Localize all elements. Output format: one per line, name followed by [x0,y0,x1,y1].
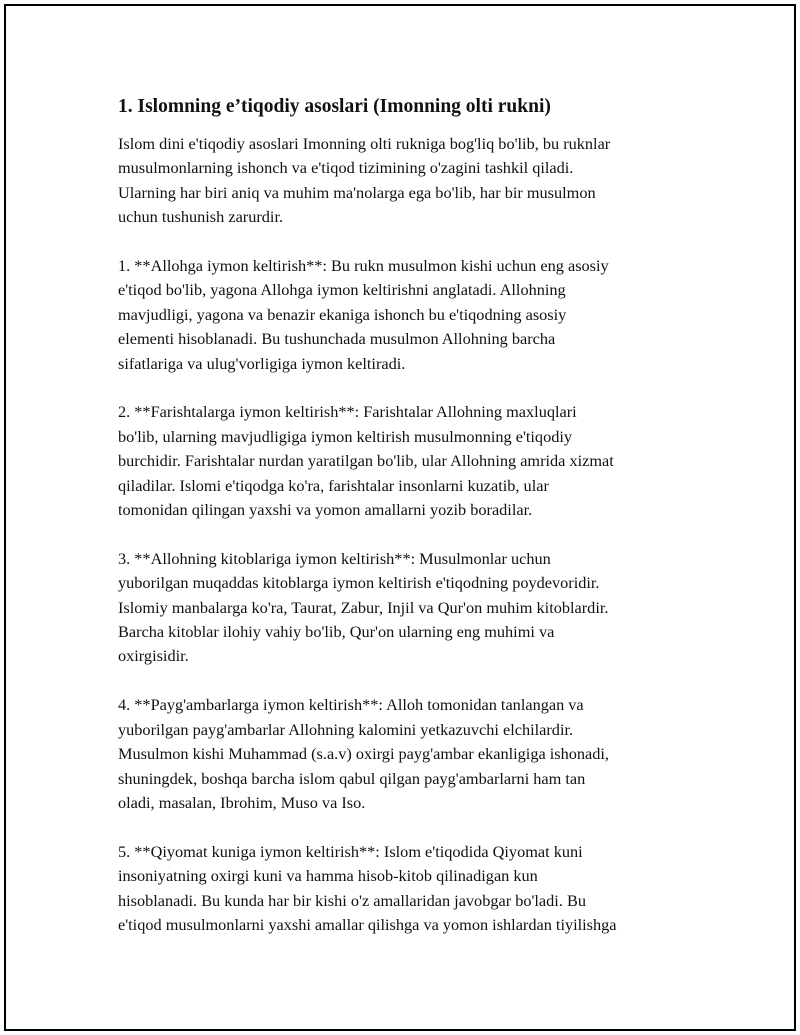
pillar-2-paragraph: 2. **Farishtalarga iymon keltirish**: Farishtalar Allohning maxluqlari bo'lib, ularning mavjudligiga iymon keltirish musulmonning e'tiqodiy burchidir. Farishtalar nurdan yaratilgan bo'lib, ular Allohning amrida xizmat qiladilar. Islomi e'tiqodga ko'ra, farishtalar insonlarni kuzatib, ular tomonidan qilingan yaxshi va yomon amallarni yozib boradilar. [118,402,614,520]
intro-paragraph: Islom dini e'tiqodiy asoslari Imonning olti rukniga bog'liq bo'lib, bu ruknlar musulmonlarning ishonch va e'tiqod tizimining o'zagini tashkil qiladi. Ularning har biri aniq va muhim ma'nolarga ega bo'lib, har bir musulmon uchun tushunish zarurdir. [118,134,611,227]
section-heading: 1. Islomning e’tiqodiy asoslari (Imonning olti rukni) [118,96,551,117]
pillar-4-paragraph: 4. **Payg'ambarlarga iymon keltirish**: Alloh tomonidan tanlangan va yuborilgan payg'ambarlar Allohning kalomini yetkazuvchi elchilardir. Musulmon kishi Muhammad (s.a.v) oxirgi payg'ambar ekanligiga ishonadi, shuningdek, boshqa barcha islom qabul qilgan payg'ambarlarni ham tan oladi, masalan, Ibrohim, Muso va Iso. [118,695,609,812]
pillar-1-paragraph: 1. **Allohga iymon keltirish**: Bu rukn musulmon kishi uchun eng asosiy e'tiqod bo'lib, yagona Allohga iymon keltirishni anglatadi. Allohning mavjudligi, yagona va benazir ekaniga ishonch bu e'tiqodning asosiy elementi hisoblanadi. Bu tushunchada musulmon Allohning barcha sifatlariga va ulug'vorligiga iymon keltiradi. [118,256,609,373]
pillar-3-paragraph: 3. **Allohning kitoblariga iymon keltirish**: Musulmonlar uchun yuborilgan muqaddas kitoblarga iymon keltirish e'tiqodning poydevoridir. Islomiy manbalarga ko'ra, Taurat, Zabur, Injil va Qur'on muhim kitoblardir. Barcha kitoblar ilohiy vahiy bo'lib, Qur'on ularning eng muhimi va oxirgisidir. [118,548,609,666]
document-body [118,94,688,962]
pillar-5-paragraph: 5. **Qiyomat kuniga iymon keltirish**: Islom e'tiqodida Qiyomat kuni insoniyatning oxirgi kuni va hamma hisob-kitob qilinadigan kun hisoblanadi. Bu kunda har bir kishi o'z amallaridan javobgar bo'ladi. Bu e'tiqod musulmonlarni yaxshi amallar qilishga va yomon ishlardan tiyilishga [118,841,617,934]
